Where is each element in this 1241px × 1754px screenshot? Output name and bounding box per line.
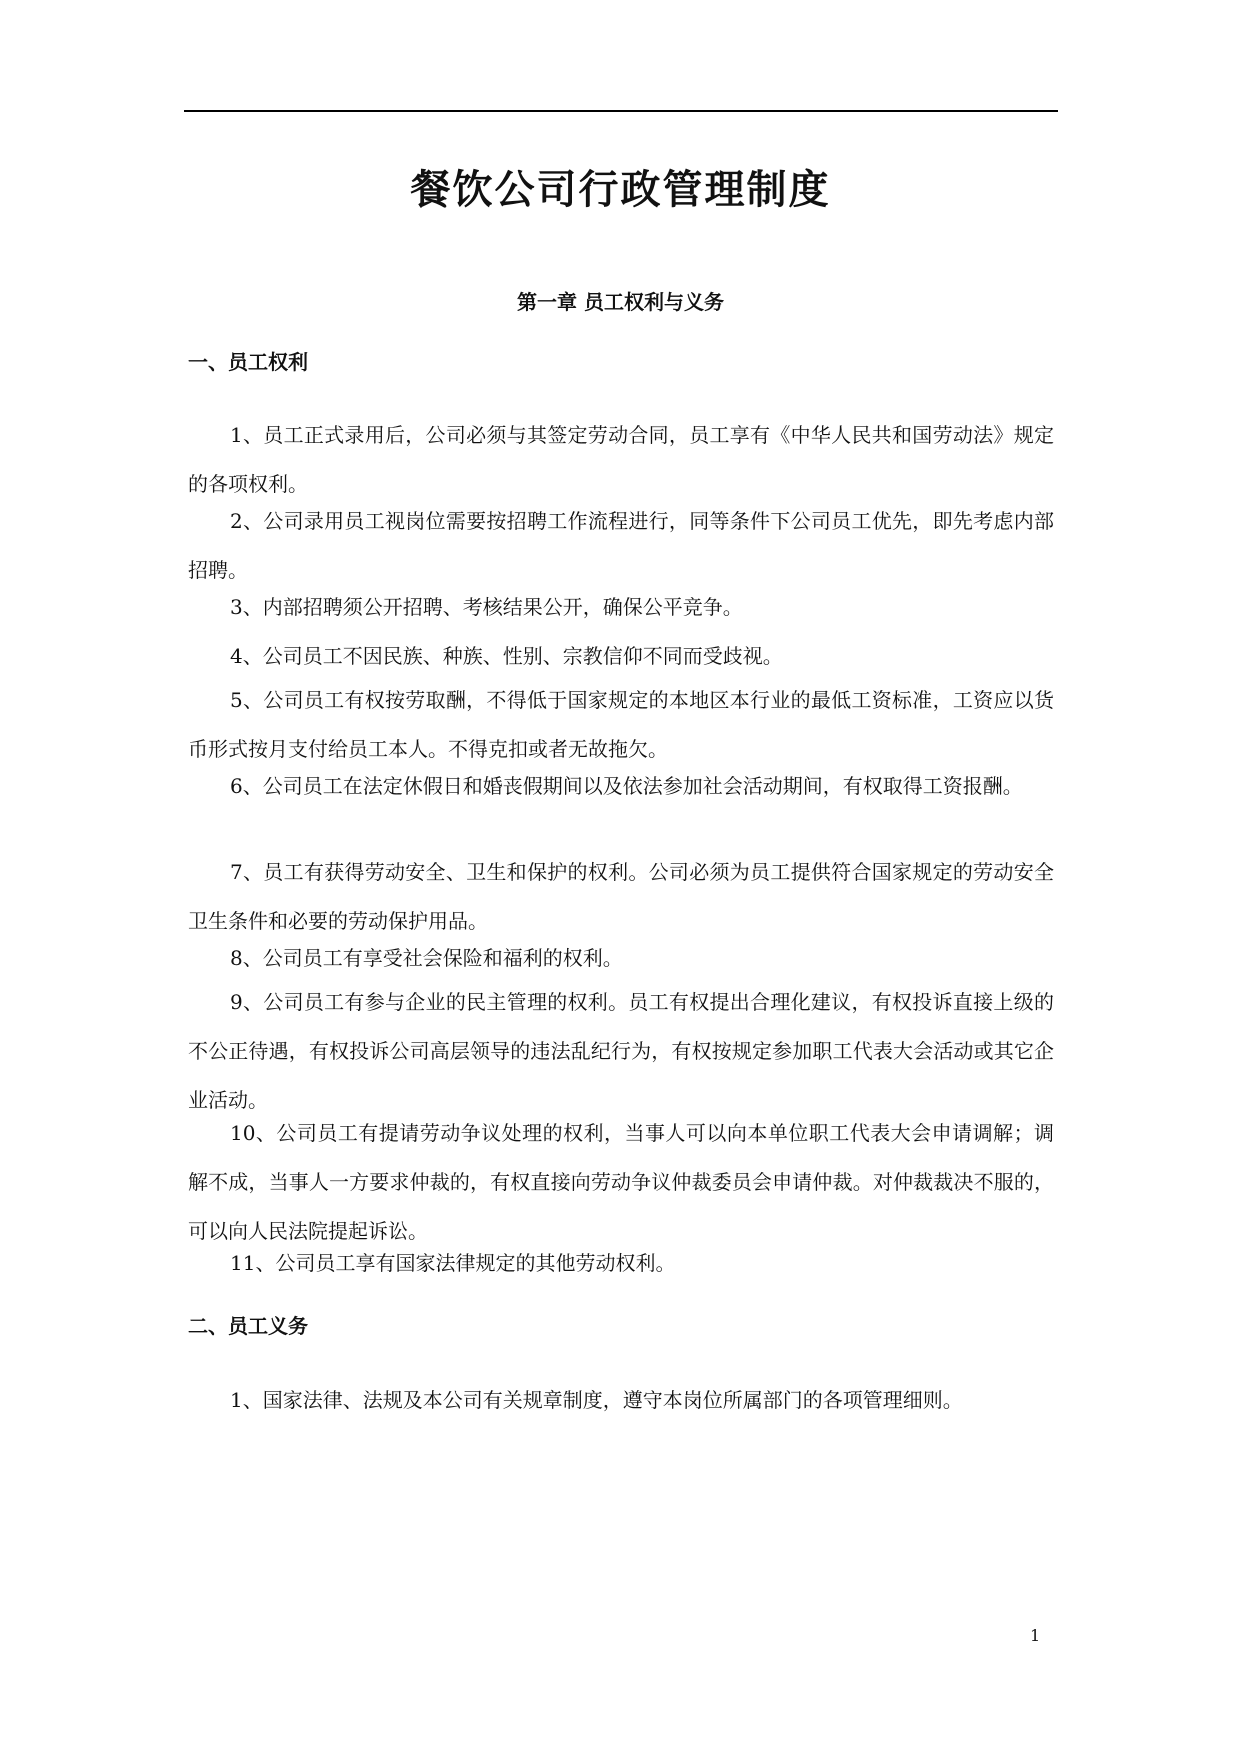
rights-item-5: 5、公司员工有权按劳取酬，不得低于国家规定的本地区本行业的最低工资标准，工资应以货币形式按月支付给员工本人。不得克扣或者无故拖欠。 bbox=[188, 688, 1054, 761]
rights-item-6: 6、公司员工在法定休假日和婚丧假期间以及依法参加社会活动期间，有权取得工资报酬。 bbox=[230, 774, 1023, 798]
rights-item-8: 8、公司员工有享受社会保险和福利的权利。 bbox=[230, 946, 623, 970]
rights-item-7: 7、员工有获得劳动安全、卫生和保护的权利。公司必须为员工提供符合国家规定的劳动安全卫生条件和必要的劳动保护用品。 bbox=[188, 860, 1054, 933]
page-number: 1 bbox=[1030, 1626, 1041, 1645]
chapter-title: 第一章 员工权利与义务 bbox=[517, 290, 724, 314]
duties-item-1: 1、国家法律、法规及本公司有关规章制度，遵守本岗位所属部门的各项管理细则。 bbox=[230, 1388, 963, 1412]
header-rule bbox=[184, 110, 1058, 112]
rights-item-4: 4、公司员工不因民族、种族、性别、宗教信仰不同而受歧视。 bbox=[230, 644, 783, 668]
section-heading-rights: 一、员工权利 bbox=[188, 350, 308, 374]
rights-item-1: 1、员工正式录用后，公司必须与其签定劳动合同，员工享有《中华人民共和国劳动法》规定的各项权利。 bbox=[188, 423, 1054, 496]
document-title: 餐饮公司行政管理制度 bbox=[410, 167, 831, 213]
section-heading-duties: 二、员工义务 bbox=[188, 1314, 308, 1338]
rights-item-9: 9、公司员工有参与企业的民主管理的权利。员工有权提出合理化建议，有权投诉直接上级的不公正待遇，有权投诉公司高层领导的违法乱纪行为，有权按规定参加职工代表大会活动或其它企业活动。 bbox=[188, 990, 1054, 1112]
rights-item-3: 3、内部招聘须公开招聘、考核结果公开，确保公平竞争。 bbox=[230, 595, 743, 619]
rights-item-11: 11、公司员工享有国家法律规定的其他劳动权利。 bbox=[230, 1251, 676, 1275]
rights-item-2: 2、公司录用员工视岗位需要按招聘工作流程进行，同等条件下公司员工优先，即先考虑内部招聘。 bbox=[188, 509, 1054, 582]
rights-item-10: 10、公司员工有提请劳动争议处理的权利，当事人可以向本单位职工代表大会申请调解；调解不成，当事人一方要求仲裁的，有权直接向劳动争议仲裁委员会申请仲裁。对仲裁裁决不服的，可以向人民法院提起诉讼。 bbox=[188, 1121, 1054, 1243]
